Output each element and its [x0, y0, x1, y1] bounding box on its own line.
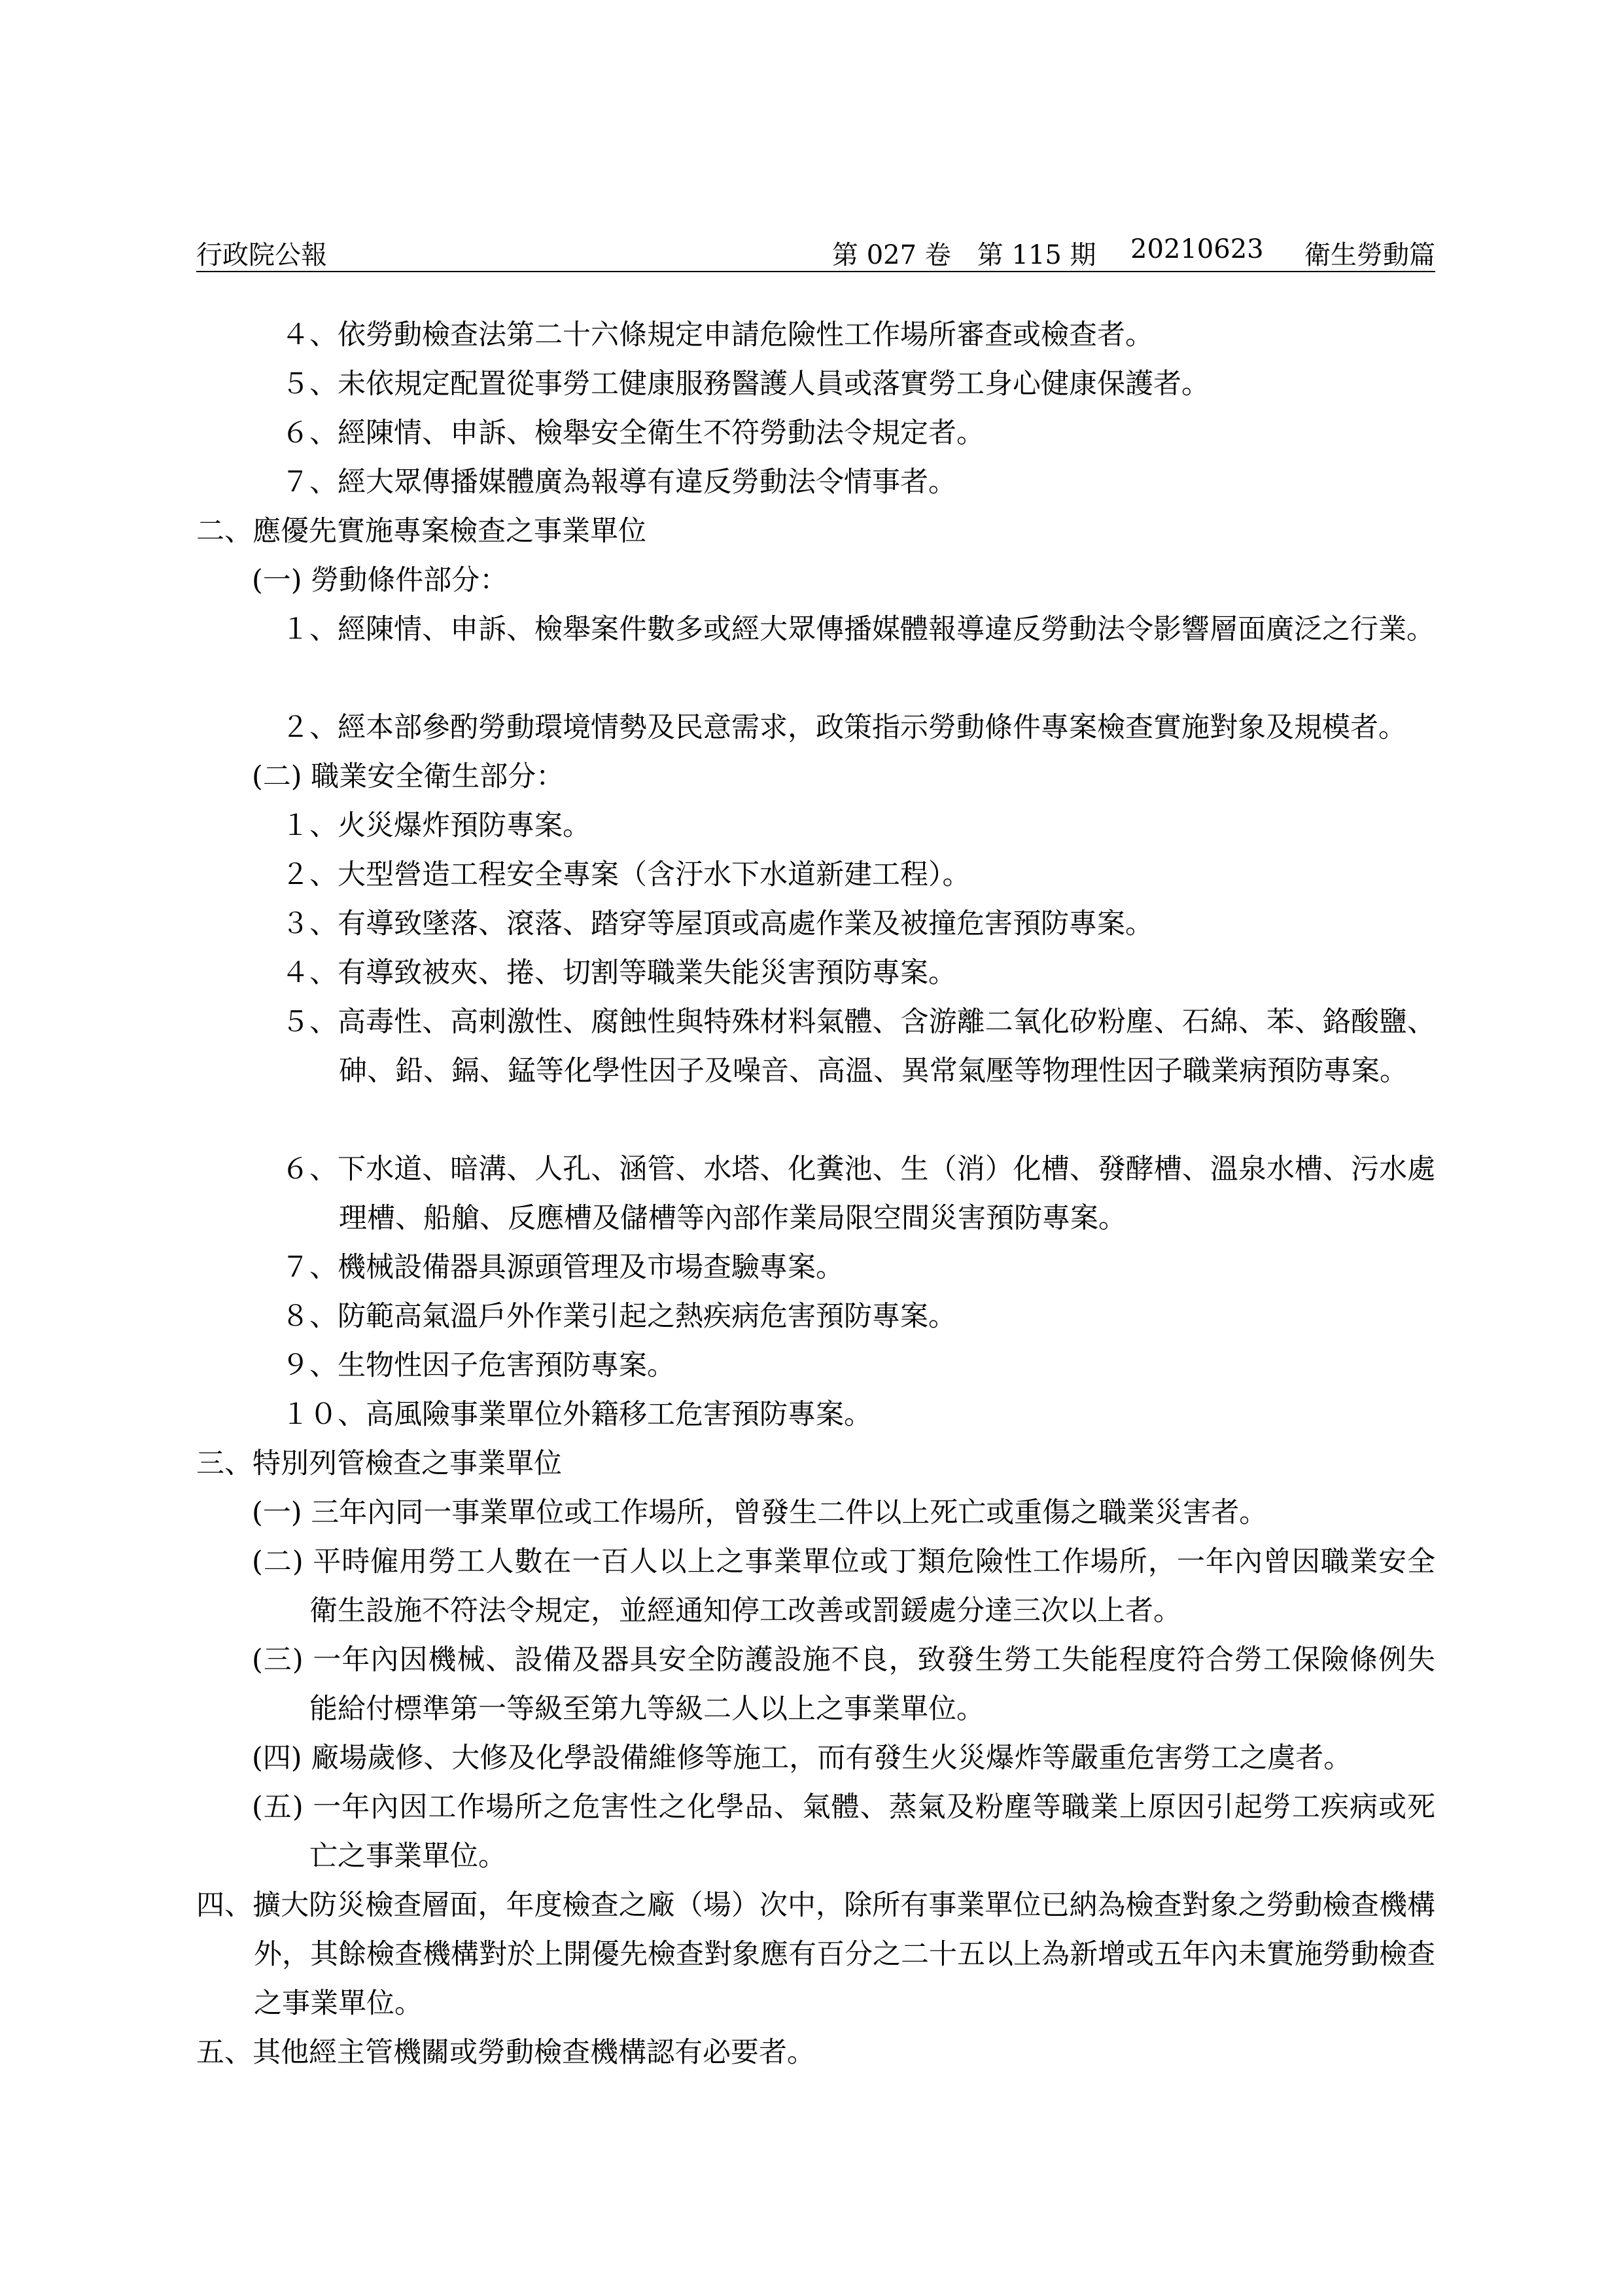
list-item: ２、大型營造工程安全專案（含汙水下水道新建工程）。	[281, 858, 971, 891]
list-item: ９、生物性因子危害預防專案。	[281, 1349, 675, 1382]
section-heading: 二、應優先實施專案檢查之事業單位	[196, 515, 646, 548]
list-item: ３、有導致墜落、滾落、踏穿等屋頂或高處作業及被撞危害預防專案。	[281, 908, 1153, 940]
section-paragraph: 五、其他經主管機關或勞動檢查機構認有必要者。	[196, 2036, 815, 2069]
list-item: １、經陳情、申訴、檢舉案件數多或經大眾傳播媒體報導違反勞動法令影響層面廣泛之行業。	[281, 613, 1435, 646]
section-heading: 三、特別列管檢查之事業單位	[196, 1447, 562, 1480]
list-item: ６、下水道、暗溝、人孔、涵管、水塔、化糞池、生（消）化槽、發酵槽、溫泉水槽、污水處理槽、船艙、反應槽及儲槽等內部作業局限空間災害預防專案。	[281, 1153, 1435, 1235]
list-item: ６、經陳情、申訴、檢舉安全衛生不符勞動法令規定者。	[281, 417, 985, 450]
section-paragraph: 四、擴大防災檢查層面，年度檢查之廠（場）次中，除所有事業單位已納為檢查對象之勞動檢查機構外，其餘檢查機構對於上開優先檢查對象應有百分之二十五以上為新增或五年內未實施勞動檢查之事業單位。	[196, 1889, 1435, 2020]
header-rule	[196, 271, 1435, 272]
list-item: ５、未依規定配置從事勞工健康服務醫護人員或落實勞工身心健康保護者。	[281, 368, 1210, 400]
list-item: ８、防範高氣溫戶外作業引起之熱疾病危害預防專案。	[281, 1300, 956, 1333]
list-item: ４、依勞動檢查法第二十六條規定申請危險性工作場所審查或檢查者。	[281, 319, 1153, 351]
volume-issue: 第 027 卷 第 115 期	[832, 240, 1096, 270]
list-item: ２、經本部參酌勞動環境情勢及民意需求，政策指示勞動條件專案檢查實施對象及規模者。	[281, 711, 1406, 744]
list-item: (五) 一年內因工作場所之危害性之化學品、氣體、蒸氣及粉塵等職業上原因引起勞工疾病或死亡之事業單位。	[252, 1791, 1435, 1873]
list-item: １、火災爆炸預防專案。	[281, 809, 591, 842]
list-item: ７、機械設備器具源頭管理及市場查驗專案。	[281, 1251, 844, 1284]
publication-title: 行政院公報	[196, 240, 327, 270]
list-item: ５、高毒性、高刺激性、腐蝕性與特殊材料氣體、含游離二氧化矽粉塵、石綿、苯、鉻酸鹽、砷、鉛、鎘、錳等化學性因子及噪音、高溫、異常氣壓等物理性因子職業病預防專案。	[281, 1006, 1435, 1087]
list-item: (三) 一年內因機械、設備及器具安全防護設施不良，致發生勞工失能程度符合勞工保險條例失能給付標準第一等級至第九等級二人以上之事業單位。	[252, 1644, 1435, 1725]
list-item: (四) 廠場歲修、大修及化學設備維修等施工，而有發生火災爆炸等嚴重危害勞工之虞者。	[252, 1742, 1352, 1775]
subsection-heading: (二) 職業安全衛生部分：	[252, 760, 565, 793]
page-header	[196, 222, 1435, 275]
list-item: (二) 平時僱用勞工人數在一百人以上之事業單位或丁類危險性工作場所，一年內曾因職業安全衛生設施不符法令規定，並經通知停工改善或罰鍰處分達三次以上者。	[252, 1545, 1435, 1627]
list-item: １０、高風險事業單位外籍移工危害預防專案。	[281, 1398, 872, 1431]
list-item: (一) 三年內同一事業單位或工作場所，曾發生二件以上死亡或重傷之職業災害者。	[252, 1496, 1268, 1529]
subsection-heading: (一) 勞動條件部分：	[252, 564, 508, 597]
section-name: 衛生勞動篇	[1304, 240, 1435, 270]
list-item: ７、經大眾傳播媒體廣為報導有違反勞動法令情事者。	[281, 466, 956, 499]
list-item: ４、有導致被夾、捲、切割等職業失能災害預防專案。	[281, 957, 956, 989]
publication-date: 20210623	[1130, 234, 1264, 264]
